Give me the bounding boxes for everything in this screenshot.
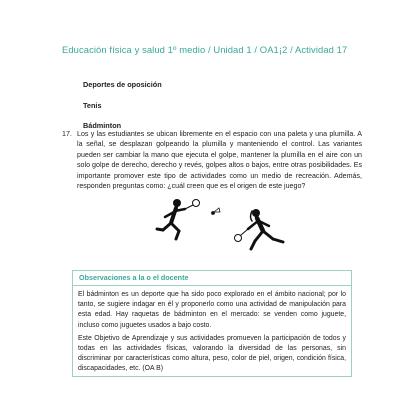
page-header-title: Educación física y salud 1º medio / Unidad 1 / OA1¡2 / Actividad 17 [62,44,348,55]
observations-title: Observaciones a la o el docente [73,271,351,286]
shuttlecock-icon [212,208,221,215]
observations-paragraph-2: Este Objetivo de Aprendizaje y sus actividades promueven la participación de todos y todas en las actividades físicas, valorando la diversidad de las personas, sin discriminar por características como altura, peso, color de piel, origen, condición física, discapacidades, etc. (OA B) [78,334,346,373]
activity-number: 17. [62,130,72,138]
observations-paragraph-1: El bádminton es un deporte que ha sido poco explorado en el ámbito nacional; por lo tanto, se sugiere indagar en él y proponerlo como una actividad de manipulación para esta edad. Hay raquetas de bádminton en el mercado: se venden como juguete, incluso como juguetes usados a bajo costo. [78,291,346,329]
topic-oposicion: Deportes de oposición [83,80,162,89]
teacher-observations-box [72,270,352,377]
player-left-figure [157,199,200,239]
player-right-figure [235,209,284,249]
observations-body [73,286,351,375]
badminton-players-illustration [155,195,295,255]
activity-17 [62,129,362,191]
topic-tenis: Tenis [83,100,102,110]
topic-badminton: Bádminton [83,121,122,130]
activity-text: Los y las estudiantes se ubican libremente en el espacio con una paleta y una plumilla. A la señal, se desplazan golpeando la plumilla y manteniendo el control. Las variantes pueden ser cambiar la mano que ejecuta el golpe, mantener la plumilla en el aire con un solo golpe de derecho, derecho y revés, golpes altos o bajos, entre otras posibilidades. Es importante promover este tipo de actividades como un medio de recreación. Además, responden preguntas como: ¿cuál creen que es el origen de este juego? [77,130,362,191]
